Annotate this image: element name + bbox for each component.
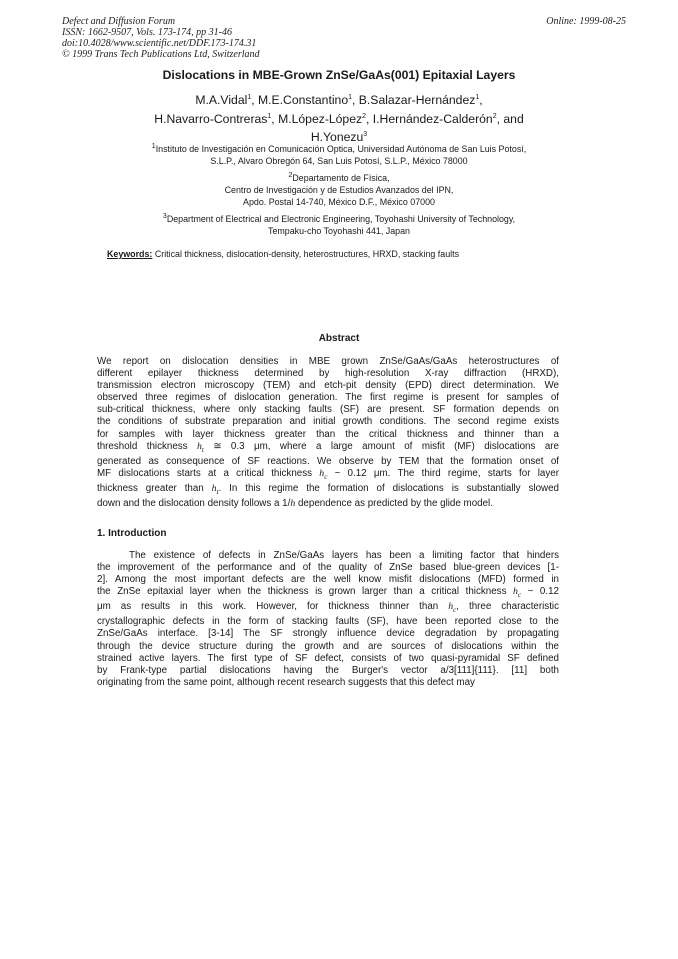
author-affiliation-mark: 3 <box>363 131 368 139</box>
keywords-text: Critical thickness, dislocation-density, heterostructures, HRXD, stacking faults <box>154 249 460 259</box>
abstract-line: transmission electron microscopy (TEM) and etch-pit density (EPD) direct determination. We <box>97 380 559 392</box>
introduction-line: strained active layers. The first type of SF defect, consists of two quasi-pyramidal SF defined <box>97 652 559 664</box>
author-name: H.Navarro-Contreras <box>154 111 268 126</box>
copyright-line: © 1999 Trans Tech Publications Ltd, Switzerland <box>62 49 260 60</box>
author-name: I.Hernández-Calderón <box>372 111 493 126</box>
affiliation-line: S.L.P., Alvaro Obregón 64, San Luis Potosí, S.L.P., México 78000 <box>210 155 468 166</box>
author-name: M.A.Vidal <box>195 93 248 108</box>
affiliation-mark: 2 <box>288 172 293 179</box>
affiliation-line: Centro de Investigación y de Estudios Avanzados del IPN, <box>224 184 454 195</box>
affiliation-mark: 3 <box>162 213 167 220</box>
keywords-label: Keywords: <box>107 249 153 259</box>
introduction-heading: 1. Introduction <box>97 528 167 539</box>
abstract-line: We report on dislocation densities in MBE grown ZnSe/GaAs/GaAs heterostructures of <box>97 356 559 367</box>
author-affiliation-mark: 1 <box>267 112 272 120</box>
affiliation-line: $^3$Department of Electrical and Electronic Engineering, Toyohashi University of Technology, <box>162 213 516 224</box>
affiliation-2 <box>40 170 638 208</box>
author-name: B.Salazar-Hernández <box>358 93 476 108</box>
affiliation-3 <box>40 211 638 238</box>
introduction-body <box>97 550 559 689</box>
abstract-line: threshold thickness $h_t$ ≅ 0.3 μm, where a large amount of misfit (MF) dislocations are <box>97 440 559 454</box>
affiliation-line: Tempaku-cho Toyohashi 441, Japan <box>268 225 410 236</box>
introduction-line: through the device structure during the growth and are sources of dislocations within the <box>97 640 559 652</box>
introduction-line: originating from the same point, although recent research suggests that this defect may <box>97 676 475 688</box>
abstract-line: observed three regimes of dislocation generation. The first regime is present for samples of <box>97 392 559 404</box>
affiliation-1 <box>40 141 638 168</box>
author-line-2: H.Navarro-Contreras$^1$, M.López-López$^2$, I.Hernández-Calderón$^2$, and <box>154 111 524 126</box>
author-affiliation-mark: 1 <box>348 94 353 101</box>
keywords <box>107 249 627 259</box>
journal-name: Defect and Diffusion Forum <box>62 16 176 27</box>
affiliation-line: $^2$Departamento de Física, <box>288 172 390 183</box>
author-line-1: M.A.Vidal$^1$, M.E.Constantino$^1$, B.Salazar-Hernández$^1$, <box>195 93 483 108</box>
author-affiliation-mark: 1 <box>475 94 480 101</box>
online-date: Online: 1999-08-25 <box>546 16 626 27</box>
introduction-line: ZnSe/GaAs interface. [3-14] The SF strongly influence device degradation by propagating <box>97 628 559 640</box>
abstract-line: sub-critical thickness, where only stacking faults (SF) are present. SF formation depends on <box>97 404 559 416</box>
abstract-line: down and the dislocation density follows a 1/h dependence as predicted by the glide model. <box>97 497 493 509</box>
introduction-line: by Frank-type partial dislocations having the Burger's vector a/3[111]{111}. [11] both <box>97 664 559 676</box>
issn-line: ISSN: 1662-9507, Vols. 173-174, pp 31-46 <box>62 27 232 38</box>
abstract-line: thickness greater than $h_t$. In this regime the formation of dislocations is substantially slowed <box>97 482 559 496</box>
abstract-body <box>97 356 559 510</box>
paper-title: Dislocations in MBE-Grown ZnSe/GaAs(001) Epitaxial Layers <box>162 68 516 82</box>
abstract-heading: Abstract <box>318 333 360 344</box>
introduction-line: 2]. Among the most important defects are the well know misfit dislocations (MFD) formed in <box>97 574 559 586</box>
author-name: M.E.Constantino <box>258 93 349 108</box>
introduction-line: The existence of defects in ZnSe/GaAs layers has been a limiting factor that hinders <box>129 550 559 561</box>
abstract-line: the conditions of substrate preparation and initial growth conditions. The second regime exists <box>97 416 559 428</box>
introduction-line: crystallographic defects in the form of stacking faults (SF), have been reported close to the <box>97 616 559 628</box>
abstract-line: different epilayer thickness determined by high-resolution X-ray diffraction (HRXD), <box>97 368 559 380</box>
abstract-line: MF dislocations starts at a critical thickness $h_c$ ~ 0.12 μm. The third regime, starts for layer <box>97 467 559 481</box>
author-affiliation-mark: 2 <box>362 112 366 120</box>
author-name: M.López-López <box>278 111 363 126</box>
affiliation-mark: 1 <box>151 143 156 150</box>
running-header <box>62 16 626 60</box>
abstract-line: generated as consequence of SF reactions. We observe by TEM that the formation onset of <box>97 455 559 467</box>
introduction-line: the improvement of the performance and of the quality of ZnSe based blue-green devices [1- <box>97 562 559 574</box>
affiliation-line: $^1$Instituto de Investigación en Comunicación Optica, Universidad Autónoma de San Luis Potosí, <box>151 143 527 154</box>
introduction-line: μm as results in this work. However, for thickness thinner than $h_c$, three characteristic <box>97 601 559 615</box>
author-list <box>40 90 638 146</box>
abstract-line: for samples with layer thickness greater than the critical thickness and thinner than a <box>97 428 559 440</box>
affiliation-line: Apdo. Postal 14-740, México D.F., México 07000 <box>243 196 435 207</box>
author-affiliation-mark: 2 <box>492 112 497 120</box>
author-affiliation-mark: 1 <box>247 94 252 101</box>
introduction-line: the ZnSe epitaxial layer when the thickness is grown larger than a critical thickness $h_c$ ~ 0.12 <box>97 586 559 600</box>
author-name: H.Yonezu <box>310 130 364 145</box>
doi-line: doi:10.4028/www.scientific.net/DDF.173-174.31 <box>62 38 257 49</box>
